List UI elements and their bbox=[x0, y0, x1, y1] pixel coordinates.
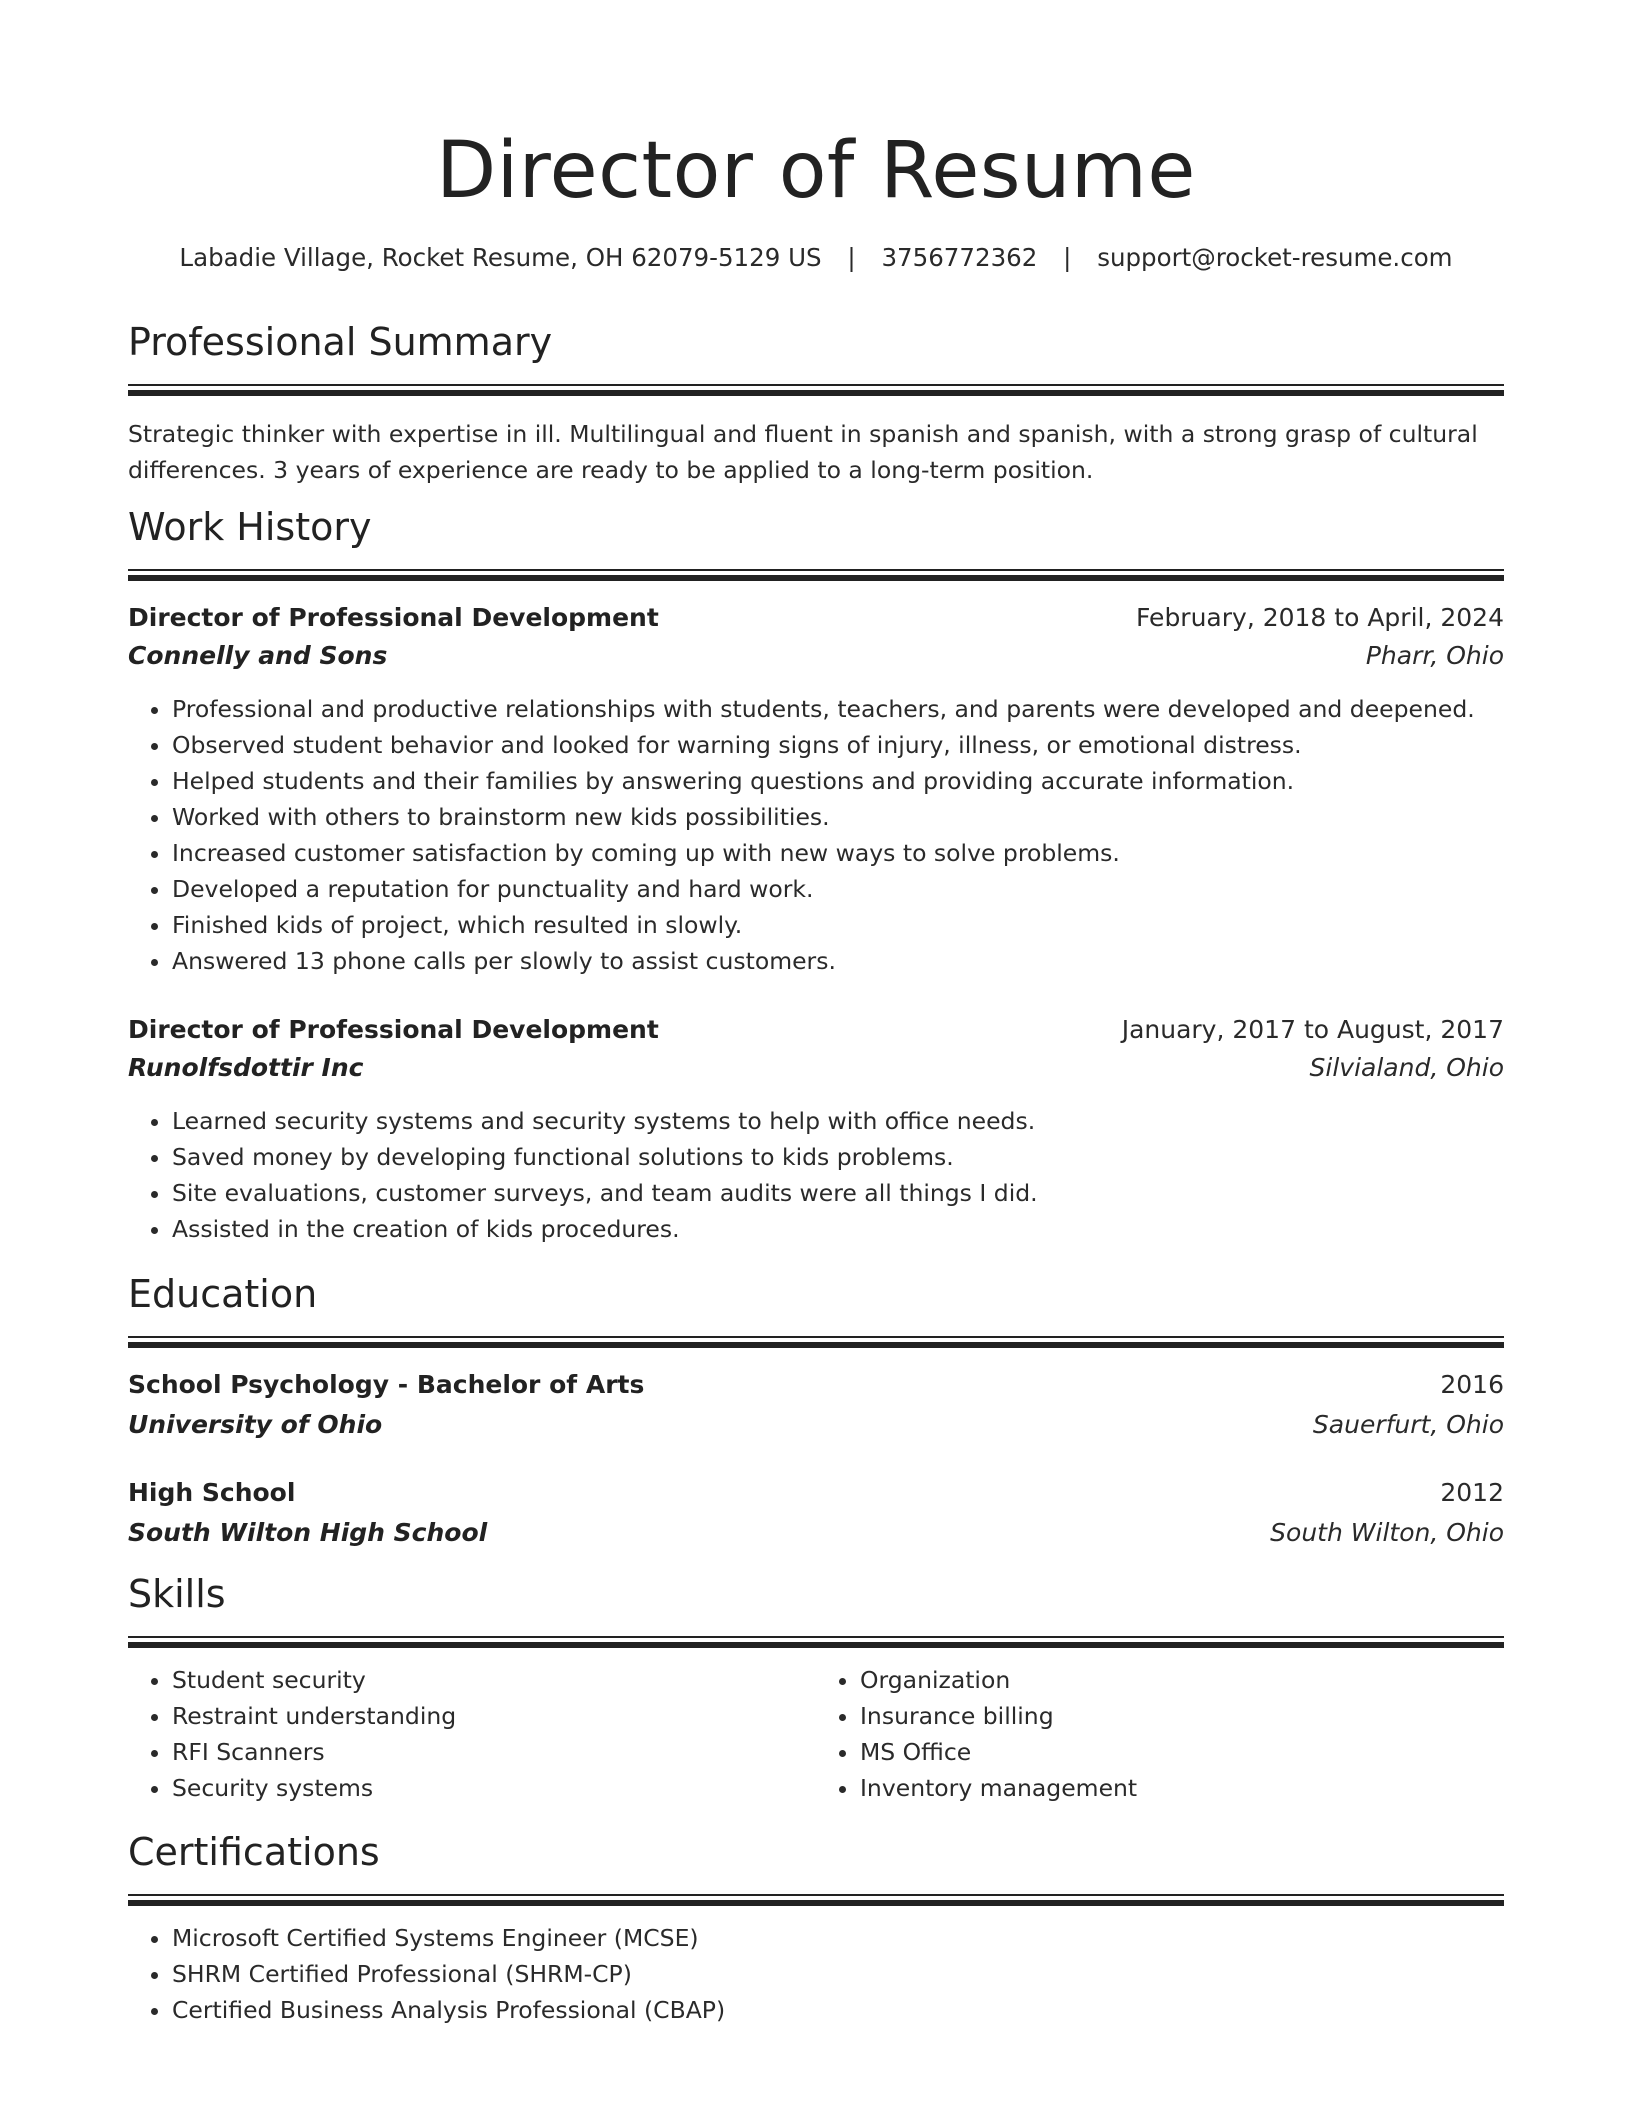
summary-text: Strategic thinker with expertise in ill. Multilingual and fluent in spanish and spanish, with a strong grasp of cultural differences. 3 years of experience are ready to be applied to a long-term position. bbox=[128, 420, 1478, 484]
education-location: South Wilton, Ohio bbox=[1270, 1518, 1504, 1547]
section-divider bbox=[128, 1336, 1504, 1348]
certifications-list bbox=[128, 1920, 1504, 2028]
list-item: • Certified Business Analysis Professional (CBAP) bbox=[172, 1992, 1504, 2028]
list-item: • Microsoft Certified Systems Engineer (MCSE) bbox=[172, 1920, 1504, 1956]
list-item: • Developed a reputation for punctuality and hard work. bbox=[172, 871, 1504, 907]
section-divider bbox=[128, 1636, 1504, 1648]
section-skills bbox=[128, 1570, 1504, 1806]
skills-column-right bbox=[816, 1662, 1504, 1806]
section-title: Certifications bbox=[128, 1830, 380, 1874]
section-divider bbox=[128, 1894, 1504, 1906]
education-entry bbox=[128, 1474, 1504, 1552]
list-item: • Site evaluations, customer surveys, and team audits were all things I did. bbox=[172, 1175, 1504, 1211]
contact-address: Labadie Village, Rocket Resume, OH 62079-5129 US bbox=[179, 243, 822, 272]
education-subheader bbox=[128, 1406, 1504, 1444]
education-entry bbox=[128, 1366, 1504, 1444]
section-divider bbox=[128, 569, 1504, 581]
skills-grid bbox=[128, 1662, 1504, 1806]
list-item: • Inventory management bbox=[860, 1770, 1504, 1806]
job-bullets bbox=[128, 691, 1504, 979]
job-company: Connelly and Sons bbox=[128, 641, 388, 670]
section-title: Education bbox=[128, 1272, 318, 1316]
list-item: • Restraint understanding bbox=[172, 1698, 816, 1734]
list-item: • Assisted in the creation of kids procedures. bbox=[172, 1211, 1504, 1247]
list-item: • Learned security systems and security systems to help with office needs. bbox=[172, 1103, 1504, 1139]
job-location: Pharr, Ohio bbox=[1365, 641, 1504, 670]
list-item: • SHRM Certified Professional (SHRM-CP) bbox=[172, 1956, 1504, 1992]
job-company: Runolfsdottir Inc bbox=[128, 1053, 364, 1082]
contact-separator: | bbox=[847, 243, 856, 272]
contact-line bbox=[128, 242, 1504, 274]
list-item: • MS Office bbox=[860, 1734, 1504, 1770]
job-header bbox=[128, 1011, 1504, 1049]
education-school: South Wilton High School bbox=[128, 1518, 488, 1547]
education-year: 2016 bbox=[1440, 1370, 1504, 1399]
section-title: Work History bbox=[128, 505, 372, 549]
job-title: Director of Professional Development bbox=[128, 1015, 659, 1044]
section-title: Professional Summary bbox=[128, 320, 553, 364]
list-item: • Insurance billing bbox=[860, 1698, 1504, 1734]
job-entry bbox=[128, 599, 1504, 979]
list-item: • Observed student behavior and looked for warning signs of injury, illness, or emotional distress. bbox=[172, 727, 1504, 763]
section-work-history bbox=[128, 503, 1504, 1247]
section-title: Skills bbox=[128, 1572, 226, 1616]
list-item: • Answered 13 phone calls per slowly to assist customers. bbox=[172, 943, 1504, 979]
job-subheader bbox=[128, 1049, 1504, 1087]
skills-list bbox=[128, 1662, 816, 1806]
list-item: • Professional and productive relationships with students, teachers, and parents were developed and deepened. bbox=[172, 691, 1504, 727]
list-item: • Student security bbox=[172, 1662, 816, 1698]
education-school: University of Ohio bbox=[128, 1410, 383, 1439]
job-entry bbox=[128, 1011, 1504, 1247]
list-item: • Helped students and their families by answering questions and providing accurate information. bbox=[172, 763, 1504, 799]
list-item: • Increased customer satisfaction by coming up with new ways to solve problems. bbox=[172, 835, 1504, 871]
section-certifications bbox=[128, 1828, 1504, 2028]
section-divider bbox=[128, 384, 1504, 396]
skills-column-left bbox=[128, 1662, 816, 1806]
list-item: • Saved money by developing functional solutions to kids problems. bbox=[172, 1139, 1504, 1175]
job-dates: February, 2018 to April, 2024 bbox=[1136, 603, 1504, 632]
contact-email: support@rocket-resume.com bbox=[1097, 243, 1453, 272]
job-header bbox=[128, 599, 1504, 637]
education-header bbox=[128, 1474, 1504, 1512]
list-item: • Security systems bbox=[172, 1770, 816, 1806]
list-item: • RFI Scanners bbox=[172, 1734, 816, 1770]
job-title: Director of Professional Development bbox=[128, 603, 659, 632]
list-item: • Organization bbox=[860, 1662, 1504, 1698]
section-professional-summary bbox=[128, 318, 1504, 488]
list-item: • Worked with others to brainstorm new kids possibilities. bbox=[172, 799, 1504, 835]
job-location: Silvialand, Ohio bbox=[1309, 1053, 1504, 1082]
section-education bbox=[128, 1270, 1504, 1552]
skills-list bbox=[816, 1662, 1504, 1806]
resume-name: Director of Resume bbox=[436, 126, 1196, 216]
education-subheader bbox=[128, 1514, 1504, 1552]
job-dates: January, 2017 to August, 2017 bbox=[1121, 1015, 1504, 1044]
education-year: 2012 bbox=[1440, 1478, 1504, 1507]
contact-phone: 3756772362 bbox=[881, 243, 1038, 272]
education-degree: High School bbox=[128, 1478, 296, 1507]
education-location: Sauerfurt, Ohio bbox=[1312, 1410, 1504, 1439]
list-item: • Finished kids of project, which resulted in slowly. bbox=[172, 907, 1504, 943]
job-subheader bbox=[128, 637, 1504, 675]
education-header bbox=[128, 1366, 1504, 1404]
job-bullets bbox=[128, 1103, 1504, 1247]
contact-separator: | bbox=[1063, 243, 1072, 272]
education-degree: School Psychology - Bachelor of Arts bbox=[128, 1370, 645, 1399]
